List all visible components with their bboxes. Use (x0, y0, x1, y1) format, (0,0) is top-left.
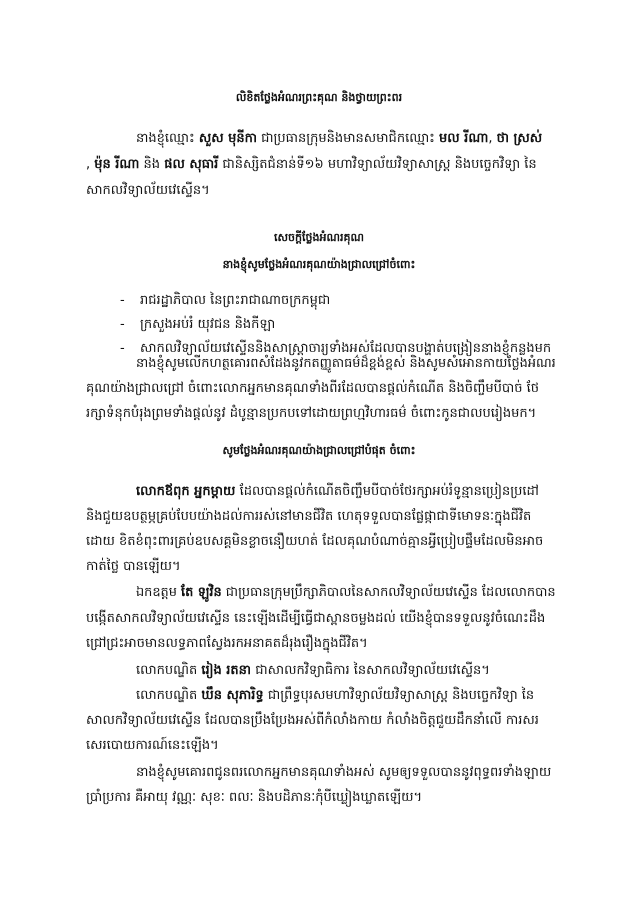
dean-line-3: សេរបោយការណ៍នេះឡើង។ (86, 738, 219, 753)
intro-text: ជានិស្សិតជំនាន់ទី១៦ មហាវិទ្យាល័យវិទ្យាសាស្ត្រ និងបច្ចេកវិទ្យា នៃ (218, 157, 537, 172)
paragraph-text: ជាសាលកវិទ្យាធិការ នៃសាកលវិទ្យាល័យវេស្ទើន។ (251, 663, 490, 678)
blessing-line-2: ប្រាំប្រការ គឺអាយុ វណ្ណៈ សុខៈ ពលៈ និងបដិភានៈកុំបីឃ្លៀងឃ្លាតឡើយ។ (86, 790, 423, 805)
rector-name: រៀង រតនា (201, 663, 252, 678)
list-item-text: ក្រសួងអប់រំ យុវជន និងកីឡា (140, 317, 276, 332)
list-item-text: រាជរដ្ឋាភិបាល នៃព្រះរាជាណាចក្រកម្ពុជា (140, 293, 331, 308)
paragraph-text: ជាព្រឹទ្ធបុរសមហាវិទ្យាល័យវិទ្យាសាស្ត្រ និងបច្ចេកវិទ្យា នៃ (263, 688, 535, 703)
intro-text: និង (139, 157, 165, 172)
parents-name: លោកឪពុក អ្នកម្តាយ (136, 484, 236, 499)
section1-para-line-2: គុណយ៉ាងជ្រាលជ្រៅ ចំពោះលោកអ្នកមានគុណទាំងពីរដែលបានផ្តល់កំណើត និងចិញ្ចឹមបីបាច់ ថែ (86, 381, 540, 396)
intro-text: ជាប្រធានក្រុមនិងមានសមាជិកឈ្មោះ (257, 131, 440, 146)
dean-name: ឃឹន សុភារិទ្ធ (201, 688, 264, 703)
member-name: ផល សុធារី (164, 157, 219, 172)
dean-line-1 (136, 686, 534, 706)
separator: , (86, 157, 95, 172)
member-name: មល រីណា (439, 131, 489, 146)
intro-line-1 (136, 129, 542, 149)
paragraph-text: ជាប្រធានក្រុមប្រឹក្សាភិបាលនៃសាកលវិទ្យាល័យវេស្ទើន ដែលលោកបាន (221, 585, 556, 600)
parents-line-4: កាត់ថ្លៃ បានឡើយ។ (86, 559, 181, 574)
leader-name: សួស មុនីកា (198, 131, 258, 146)
chairman-line-1 (136, 583, 556, 603)
parents-line-1 (136, 482, 539, 502)
bullet-dash: - (120, 293, 125, 308)
section1-heading: សេចក្តីថ្លែងអំណរគុណ (273, 231, 365, 244)
member-name: ថា ស្រស់ (496, 131, 543, 146)
paragraph-text: លោកបណ្ឌិត (136, 663, 202, 678)
intro-line-3: សាកលវិទ្យាល័យវេស្ទើន។ (86, 183, 210, 198)
paragraph-text: ឯកឧត្តម (136, 585, 182, 600)
bullet-dash: - (120, 341, 125, 356)
dean-line-2: សាលកវិទ្យាល័យវេស្ទើន ដែលបានប្រឹងប្រែងអស់ពីកំលាំងកាយ កំលាំងចិត្តជួយដឹកនាំលើ ការសរ (86, 713, 539, 728)
member-name: ម៉ុន រីណា (94, 157, 140, 172)
chairman-line-2: បង្កើតសាកលវិទ្យាល័យវេស្ទើន នេះឡើងដើម្បីធ្វើជាស្ពានចម្លងដល់ យើងខ្ញុំបានទទួលនូវចំណេះដឹង (86, 611, 546, 626)
parents-line-3: ដោយ ខិតខំពុះពារគ្រប់ឧបសគ្គមិនខ្លាចនឿយហត់ ដែលគុណបំណាច់គ្មានអ្វីប្រៀបផ្ទឹមដែលមិនអាច (86, 534, 544, 549)
list-item-text: សាកលវិទ្យាល័យវេស្ទើននិងសាស្ត្រាចារ្យទាំងអស់ដែលបានបង្ហាត់បង្រៀននាងខ្ញុំកន្លងមក (140, 341, 552, 356)
intro-line-2 (86, 155, 537, 175)
chairman-name: តែ ឡូវិន (181, 585, 222, 600)
chairman-line-3: ជ្រៅជ្រះអាចមានលទ្ធភាពស្វែងរកអនាគតដ៏រុងរឿងក្នុងជីវិត។ (86, 636, 368, 651)
section2-heading: សូមថ្លែងអំណរគុណយ៉ាងជ្រាលជ្រៅបំផុត ចំពោះ (222, 444, 416, 457)
bullet-dash: - (120, 317, 125, 332)
separator: , (488, 131, 497, 146)
section1-subheading: នាងខ្ញុំសូមថ្លែងអំណរគុណយ៉ាងជ្រាលជ្រៅចំពោះ (222, 258, 416, 271)
rector-line (136, 661, 490, 681)
intro-text: នាងខ្ញុំឈ្មោះ (136, 131, 199, 146)
parents-line-2: និងជួយឧបត្ថម្ភគ្រប់បែបយ៉ាងដល់ការរស់នៅមានជីវិត ហេតុទទួលបានផ្លែផ្កាជាទីមោទនៈក្នុងជីវិត (86, 509, 532, 524)
section1-para-line-3: រក្សាទំនុកបំរុងព្រមទាំងផ្តល់នូវ ដំបូន្មានប្រកបទៅដោយព្រហ្មវិហារធម៌ ចំពោះកូនជាលបរៀងមក។ (86, 406, 537, 421)
paragraph-text: ដែលបានផ្តល់កំណើតចិញ្ចឹមបីបាច់ថែរក្សាអប់រំទូន្មានប្រៀនប្រដៅ (235, 484, 539, 499)
section1-para-line-1: នាងខ្ញុំសូមលើកហត្ថគោរពសំដែងនូវកតញ្ញូតាធម៌ដ៏ខ្ពង់ខ្ពស់ និងសូមសំអោនកាយថ្លែងអំណរ (136, 356, 556, 371)
paragraph-text: លោកបណ្ឌិត (136, 688, 202, 703)
list-item (120, 292, 330, 311)
list-item (120, 316, 275, 335)
letter-title: លិខិតថ្លែងអំណរព្រះគុណ និងថ្វាយព្រះពរ (235, 91, 403, 104)
blessing-line-1: នាងខ្ញុំសូមគោរពជូនពរលោកអ្នកមានគុណទាំងអស់ សូមឲ្យទទួលបាននូវពុទ្ធពរទាំងឡាយ (136, 765, 552, 780)
